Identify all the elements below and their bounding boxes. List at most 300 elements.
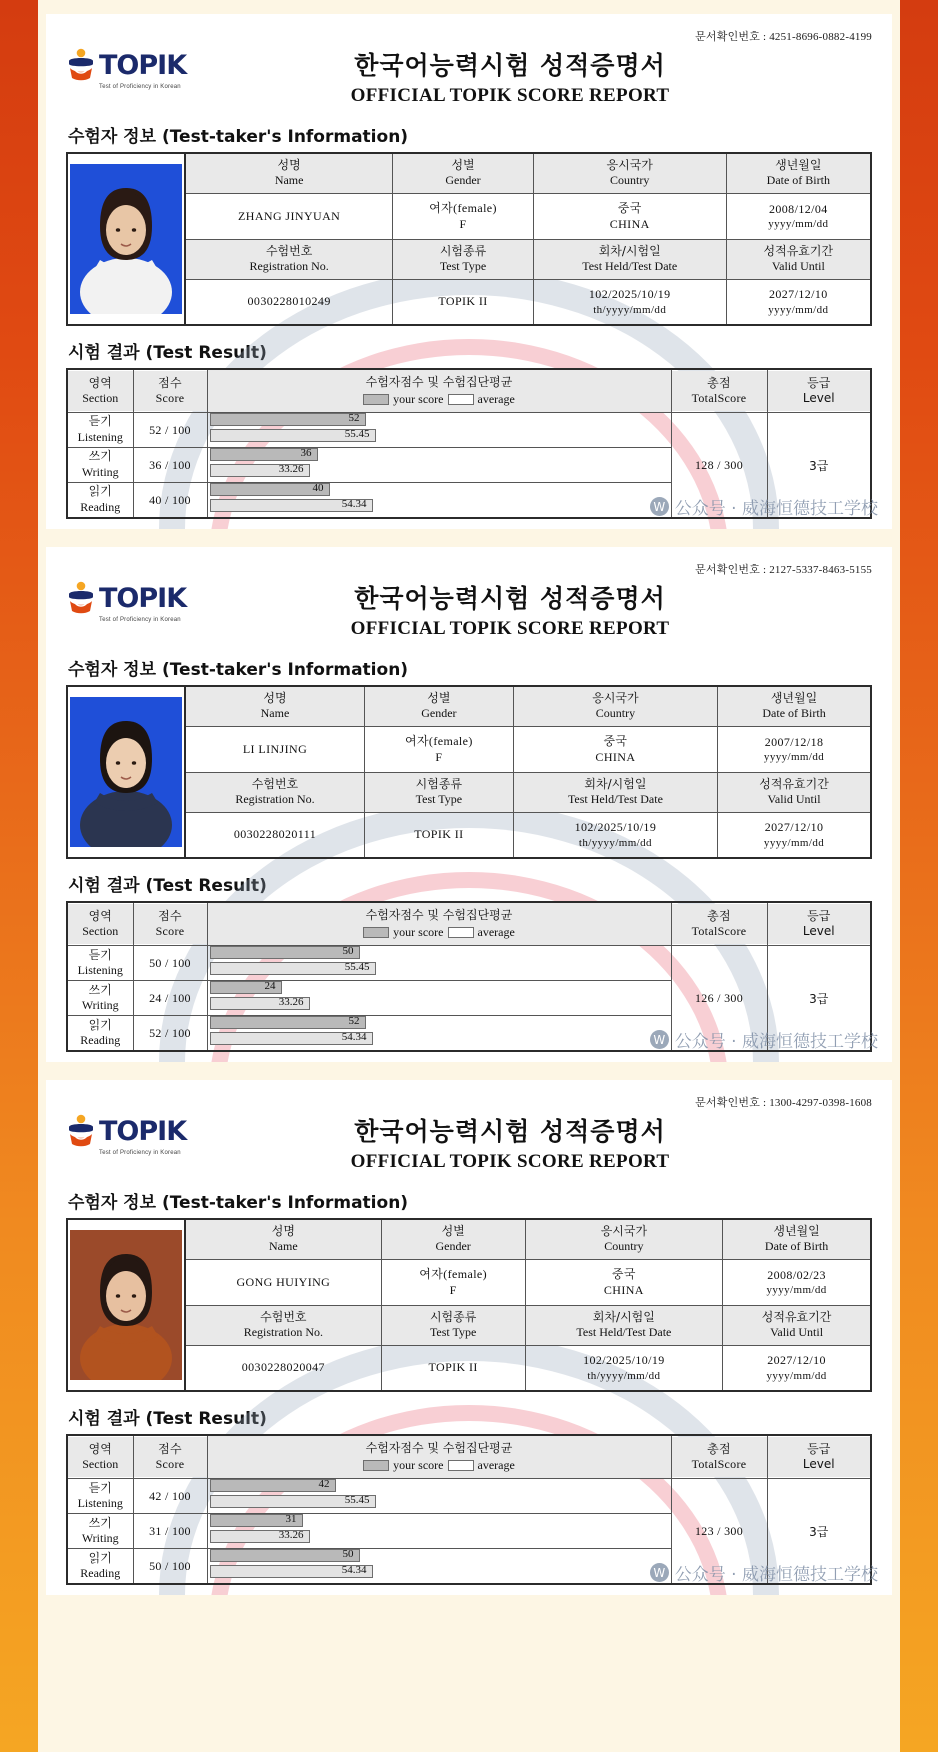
- info-header-cell: [723, 1306, 871, 1346]
- result-bars-cell: [207, 1549, 671, 1585]
- header-korean: 성명: [277, 158, 301, 172]
- score-bar-group: [208, 448, 671, 482]
- info-value-cell: [185, 1346, 381, 1391]
- document-number: 문서확인번호 : 4251-8696-0882-4199: [695, 31, 872, 43]
- result-section-title: 시험 결과 (Test Result): [68, 1409, 267, 1430]
- info-value-cell: [513, 813, 717, 858]
- header-english: Valid Until: [771, 259, 825, 274]
- average-score-bar: [210, 429, 376, 442]
- your-score-bar: [210, 1549, 360, 1562]
- score-bar-group: [208, 1514, 671, 1548]
- result-bars-cell: [207, 1016, 671, 1052]
- value-registration: 0030228020111: [233, 827, 317, 842]
- header-english: Registration No.: [235, 792, 315, 807]
- watermark-icon: W: [650, 1563, 669, 1582]
- result-header-score: [133, 902, 207, 946]
- your-score-value: 31: [285, 1513, 297, 1526]
- result-header-chart: [207, 1435, 671, 1479]
- header-korean: 영역: [88, 1442, 112, 1457]
- certificate-header: [66, 1112, 872, 1176]
- header-english: Registration No.: [243, 1325, 324, 1340]
- result-header-level: [767, 902, 871, 946]
- result-section-cell: [67, 448, 133, 483]
- score-bar-group: [208, 1549, 671, 1583]
- info-header-cell: [726, 153, 871, 194]
- chart-header-korean: 수험자점수 및 수험집단평균: [365, 375, 513, 390]
- score-bar-group: [208, 1016, 671, 1050]
- topik-logo-icon: [66, 1114, 96, 1148]
- header-korean: 성적유효기간: [761, 1310, 832, 1325]
- score-bar-group: [208, 981, 671, 1015]
- result-bars-cell: [207, 946, 671, 981]
- header-korean: 총점: [707, 376, 731, 391]
- value-gender: 여자(female): [419, 1267, 488, 1282]
- your-score-value: 50: [342, 1548, 354, 1561]
- result-section-cell: [67, 1514, 133, 1549]
- info-value-cell: [185, 813, 364, 858]
- average-score-bar: [210, 1530, 310, 1543]
- result-header-score: [133, 1435, 207, 1479]
- watermark-icon: W: [650, 1030, 669, 1049]
- test-taker-photo-image: [70, 164, 182, 314]
- photo-frame: [70, 1230, 182, 1380]
- value-country-kr: 중국: [611, 1267, 636, 1282]
- certificate: [46, 1080, 892, 1595]
- value-country-kr: 중국: [603, 734, 628, 749]
- topik-logo-icon: [66, 48, 96, 82]
- average-score-value: 54.34: [341, 498, 367, 511]
- average-score-bar: [210, 1495, 376, 1508]
- average-score-value: 55.45: [344, 1494, 370, 1507]
- result-section-cell: [67, 483, 133, 519]
- header-english: TotalScore: [691, 1457, 747, 1472]
- header-english: Gender: [445, 173, 481, 187]
- header-korean: 등급: [807, 376, 831, 391]
- your-score-value: 50: [342, 945, 354, 958]
- info-value-cell: [381, 1346, 525, 1391]
- average-score-value: 33.26: [278, 1529, 304, 1542]
- info-header-cell: [533, 153, 726, 194]
- info-value-cell: [393, 194, 534, 240]
- info-header-cell: [364, 773, 513, 813]
- your-score-bar: [210, 483, 330, 496]
- header-korean: 점수: [158, 1442, 182, 1457]
- test-taker-photo: [67, 153, 185, 325]
- result-header-level: [767, 369, 871, 413]
- legend-label-average: average: [477, 925, 515, 940]
- info-header-cell: [393, 153, 534, 194]
- header-korean: 시험종류: [429, 1310, 477, 1325]
- info-header-cell: [533, 240, 726, 280]
- title-english: OFFICIAL TOPIK SCORE REPORT: [350, 1151, 670, 1173]
- info-value-cell: [723, 1346, 871, 1391]
- chart-header-korean: 수험자점수 및 수험집단평균: [365, 908, 513, 923]
- test-taker-photo-image: [70, 1230, 182, 1380]
- header-english: Date of Birth: [764, 1239, 829, 1254]
- score-bar-group: [208, 946, 671, 980]
- topik-logo: [66, 46, 188, 90]
- result-section-title: 시험 결과 (Test Result): [68, 343, 267, 364]
- info-value-cell: [718, 813, 871, 858]
- result-header-total: [671, 902, 767, 946]
- value-dob: 2008/02/23: [767, 1267, 826, 1282]
- info-value-cell: [381, 1260, 525, 1306]
- result-header-total: [671, 1435, 767, 1479]
- header-korean: 점수: [158, 909, 182, 924]
- topik-logo-subtitle: Test of Proficiency in Korean: [99, 617, 181, 624]
- header-english: Name: [260, 706, 290, 721]
- info-section-title: 수험자 정보 (Test-taker's Information): [68, 1193, 409, 1214]
- your-score-bar: [210, 1016, 366, 1029]
- info-header-cell: [185, 773, 364, 813]
- result-section-title: 시험 결과 (Test Result): [68, 876, 267, 897]
- header-english: Date of Birth: [762, 706, 826, 721]
- info-header-cell: [364, 686, 513, 727]
- topik-logo-text: TOPIK: [99, 49, 187, 81]
- topik-logo-mark: [66, 48, 96, 82]
- info-header-cell: [525, 1219, 723, 1260]
- photo-frame: [70, 697, 182, 847]
- score-bar-group: [208, 483, 671, 517]
- result-section-cell: [67, 1016, 133, 1052]
- result-header-section: [67, 369, 133, 413]
- header-english: Valid Until: [770, 1325, 824, 1340]
- value-gender: 여자(female): [404, 734, 473, 749]
- value-gender-code: F: [449, 1282, 457, 1297]
- header-korean: 생년월일: [775, 158, 822, 172]
- topik-logo-icon: [66, 581, 96, 615]
- held-format: th/yyyy/mm/dd: [578, 836, 652, 849]
- info-header-cell: [185, 153, 393, 194]
- section-korean: 듣기: [88, 947, 112, 962]
- test-result-table: [66, 901, 872, 1052]
- info-value-cell: [533, 194, 726, 240]
- result-header-section: [67, 902, 133, 946]
- value-test-type: TOPIK II: [414, 827, 464, 842]
- section-korean: 듣기: [88, 414, 112, 429]
- value-test-held: 102/2025/10/19: [583, 1353, 665, 1368]
- document-number: 문서확인번호 : 1300-4297-0398-1608: [695, 1097, 872, 1110]
- average-score-value: 54.34: [341, 1564, 367, 1577]
- header-korean: 총점: [707, 1442, 731, 1457]
- section-english: Reading: [80, 500, 121, 515]
- header-korean: 수험번호: [260, 1310, 307, 1325]
- result-score-cell: 31 / 100: [133, 1514, 207, 1549]
- section-english: Listening: [77, 963, 123, 978]
- dob-format: yyyy/mm/dd: [763, 751, 825, 764]
- topik-logo: [66, 1112, 188, 1156]
- header-english: Gender: [421, 706, 457, 721]
- header-english: Test Held/Test Date: [576, 1325, 672, 1340]
- value-dob: 2007/12/18: [764, 734, 824, 749]
- header-korean: 성별: [441, 1224, 465, 1239]
- value-gender: 여자(female): [429, 201, 497, 215]
- your-score-bar: [210, 413, 366, 426]
- header-english: Date of Birth: [766, 173, 830, 187]
- header-korean: 성명: [263, 691, 287, 706]
- header-korean: 시험종류: [439, 244, 487, 259]
- info-header-cell: [718, 686, 871, 727]
- your-score-bar: [210, 946, 360, 959]
- value-name: ZHANG JINYUAN: [238, 208, 341, 223]
- your-score-value: 52: [348, 412, 360, 425]
- result-score-cell: 50 / 100: [133, 946, 207, 981]
- result-score-cell: 52 / 100: [133, 413, 207, 448]
- result-bars-cell: [207, 483, 671, 519]
- average-score-value: 55.45: [344, 428, 370, 441]
- result-level-cell: 3급: [767, 413, 871, 519]
- test-taker-photo: [67, 686, 185, 858]
- section-english: Writing: [81, 998, 119, 1013]
- valid-format: yyyy/mm/dd: [763, 836, 825, 849]
- header-english: Test Type: [439, 259, 487, 274]
- info-value-cell: [525, 1346, 723, 1391]
- info-header-cell: [513, 686, 717, 727]
- header-korean: 총점: [707, 909, 731, 924]
- header-english: Registration No.: [249, 259, 329, 274]
- result-header-score: [133, 369, 207, 413]
- header-english: Valid Until: [767, 792, 821, 807]
- value-dob: 2008/12/04: [768, 201, 828, 216]
- header-korean: 응시국가: [606, 158, 653, 172]
- your-score-value: 24: [264, 980, 276, 993]
- header-english: Country: [595, 706, 636, 721]
- header-korean: 수험번호: [265, 244, 313, 259]
- section-korean: 쓰기: [88, 982, 112, 997]
- watermark-text: 公众号 · 威海恒德技工学校: [674, 1032, 878, 1053]
- topik-logo-mark: [66, 1114, 96, 1148]
- legend-swatch-your-score: [363, 394, 389, 405]
- legend-swatch-your-score: [363, 1460, 389, 1471]
- result-bars-cell: [207, 448, 671, 483]
- header-english: Country: [604, 1239, 644, 1254]
- result-total-cell: 123 / 300: [671, 1479, 767, 1585]
- value-valid-until: 2027/12/10: [768, 287, 828, 302]
- legend-label-your-score: your score: [393, 392, 444, 407]
- title-english: OFFICIAL TOPIK SCORE REPORT: [350, 618, 670, 640]
- header-english: Section: [82, 924, 119, 939]
- info-value-cell: [533, 280, 726, 325]
- info-value-cell: [393, 280, 534, 325]
- title-korean: 한국어능력시험 성적증명서: [354, 584, 666, 614]
- info-section-title: 수험자 정보 (Test-taker's Information): [68, 127, 409, 147]
- header-english: Country: [610, 173, 650, 187]
- section-korean: 읽기: [88, 484, 112, 499]
- test-taker-photo: [67, 1219, 185, 1391]
- value-country-kr: 중국: [617, 201, 642, 215]
- info-header-cell: [185, 1306, 381, 1346]
- title-block: [188, 46, 872, 107]
- your-score-value: 40: [312, 482, 324, 495]
- photo-frame: [70, 164, 182, 314]
- header-korean: 성별: [451, 158, 475, 172]
- average-score-value: 33.26: [278, 463, 304, 476]
- header-korean: 점수: [158, 376, 182, 391]
- section-english: Reading: [80, 1033, 121, 1048]
- value-test-type: TOPIK II: [428, 1360, 478, 1375]
- section-korean: 쓰기: [88, 1515, 112, 1530]
- test-taker-info-table: [66, 685, 872, 859]
- header-english: Score: [155, 1457, 185, 1472]
- result-header-chart: [207, 369, 671, 413]
- header-korean: 성적유효기간: [759, 777, 829, 792]
- title-block: [188, 1112, 872, 1173]
- result-score-cell: 52 / 100: [133, 1016, 207, 1052]
- your-score-bar: [210, 1514, 303, 1527]
- header-english: Test Type: [415, 792, 463, 807]
- value-country-en: CHINA: [595, 749, 636, 764]
- info-value-cell: [525, 1260, 723, 1306]
- result-section-cell: [67, 413, 133, 448]
- test-taker-info-table: [66, 152, 872, 326]
- average-score-value: 55.45: [344, 961, 370, 974]
- document-number: 문서확인번호 : 2127-5337-8463-5155: [695, 564, 872, 577]
- info-value-cell: [726, 280, 871, 325]
- header-korean: 영역: [88, 376, 112, 391]
- value-registration: 0030228020047: [241, 1360, 325, 1375]
- dob-format: yyyy/mm/dd: [768, 218, 829, 231]
- section-korean: 읽기: [88, 1017, 112, 1032]
- header-english: TotalScore: [691, 924, 747, 939]
- average-score-value: 54.34: [341, 1031, 367, 1044]
- legend-label-average: average: [477, 392, 515, 407]
- result-bars-cell: [207, 1514, 671, 1549]
- info-header-cell: [185, 686, 364, 727]
- result-level-cell: 3급: [767, 1479, 871, 1585]
- header-korean: 회차/시험일: [598, 244, 661, 259]
- value-test-held: 102/2025/10/19: [588, 287, 671, 302]
- header-english: Level: [802, 924, 835, 939]
- header-english: Section: [82, 1457, 119, 1472]
- average-score-bar: [210, 1032, 373, 1045]
- header-korean: 성별: [427, 691, 451, 706]
- info-value-cell: [185, 1260, 381, 1306]
- result-bars-cell: [207, 1479, 671, 1514]
- info-value-cell: [726, 194, 871, 240]
- your-score-bar: [210, 448, 318, 461]
- info-header-cell: [723, 1219, 871, 1260]
- legend-swatch-average: [448, 394, 474, 405]
- watermark-icon: W: [650, 497, 669, 516]
- header-english: Score: [155, 924, 185, 939]
- header-korean: 생년월일: [770, 691, 818, 706]
- held-format: th/yyyy/mm/dd: [593, 303, 667, 316]
- value-name: LI LINJING: [242, 741, 308, 756]
- section-korean: 읽기: [88, 1550, 112, 1565]
- result-bars-cell: [207, 981, 671, 1016]
- title-block: [188, 579, 872, 640]
- test-taker-photo-image: [70, 697, 182, 847]
- topik-logo-text: TOPIK: [99, 1115, 187, 1147]
- certificate-header: [66, 579, 872, 643]
- header-english: Name: [274, 173, 304, 187]
- header-korean: 응시국가: [600, 1224, 648, 1239]
- average-score-bar: [210, 997, 310, 1010]
- result-header-chart: [207, 902, 671, 946]
- result-level-cell: 3급: [767, 946, 871, 1052]
- info-value-cell: [513, 727, 717, 773]
- certificate-header: [66, 46, 872, 110]
- header-korean: 등급: [807, 1442, 831, 1457]
- info-header-cell: [185, 1219, 381, 1260]
- value-country-en: CHINA: [609, 216, 650, 231]
- info-header-cell: [381, 1306, 525, 1346]
- result-bars-cell: [207, 413, 671, 448]
- score-bar-group: [208, 413, 671, 447]
- header-english: Gender: [435, 1239, 471, 1254]
- legend-label-your-score: your score: [393, 1458, 444, 1473]
- info-header-cell: [393, 240, 534, 280]
- chart-header-korean: 수험자점수 및 수험집단평균: [365, 1441, 513, 1456]
- value-name: GONG HUIYING: [236, 1274, 331, 1289]
- average-score-bar: [210, 464, 310, 477]
- certificates-container: [38, 0, 900, 1752]
- average-score-bar: [210, 1565, 373, 1578]
- result-score-cell: 36 / 100: [133, 448, 207, 483]
- header-english: Test Type: [429, 1325, 477, 1340]
- info-header-cell: [513, 773, 717, 813]
- held-format: th/yyyy/mm/dd: [587, 1369, 661, 1382]
- result-header-level: [767, 1435, 871, 1479]
- legend-swatch-average: [448, 927, 474, 938]
- header-english: TotalScore: [691, 391, 747, 406]
- header-korean: 생년월일: [773, 1224, 820, 1239]
- header-english: Score: [155, 391, 185, 406]
- section-english: Writing: [81, 1531, 119, 1546]
- header-english: Test Held/Test Date: [582, 259, 678, 274]
- section-english: Writing: [81, 465, 119, 480]
- valid-format: yyyy/mm/dd: [768, 303, 829, 316]
- info-value-cell: [723, 1260, 871, 1306]
- section-korean: 쓰기: [88, 449, 112, 464]
- topik-logo-mark: [66, 581, 96, 615]
- topik-logo-subtitle: Test of Proficiency in Korean: [99, 1150, 181, 1157]
- info-value-cell: [185, 727, 364, 773]
- average-score-bar: [210, 962, 376, 975]
- score-bar-group: [208, 1479, 671, 1513]
- header-korean: 시험종류: [415, 777, 463, 792]
- header-korean: 성적유효기간: [763, 244, 834, 259]
- header-english: Level: [802, 1457, 835, 1472]
- title-korean: 한국어능력시험 성적증명서: [354, 51, 666, 80]
- test-taker-info-table: [66, 1218, 872, 1392]
- result-section-cell: [67, 1549, 133, 1585]
- topik-logo: [66, 579, 188, 623]
- info-value-cell: [185, 194, 393, 240]
- legend-swatch-average: [448, 1460, 474, 1471]
- result-header-total: [671, 369, 767, 413]
- header-english: Level: [802, 391, 835, 406]
- result-section-cell: [67, 1479, 133, 1514]
- header-korean: 영역: [88, 909, 112, 924]
- header-english: Name: [269, 1239, 298, 1254]
- header-english: Section: [82, 391, 119, 406]
- your-score-value: 52: [348, 1015, 360, 1028]
- legend-label-your-score: your score: [393, 925, 444, 940]
- topik-logo-subtitle: Test of Proficiency in Korean: [99, 84, 181, 90]
- result-score-cell: 40 / 100: [133, 483, 207, 519]
- watermark-text: 公众号 · 威海恒德技工学校: [674, 499, 878, 520]
- value-country-en: CHINA: [603, 1282, 644, 1297]
- result-score-cell: 50 / 100: [133, 1549, 207, 1585]
- result-total-cell: 126 / 300: [671, 946, 767, 1052]
- header-english: Test Held/Test Date: [567, 792, 663, 807]
- test-result-table: [66, 1434, 872, 1585]
- info-value-cell: [364, 813, 513, 858]
- result-section-cell: [67, 946, 133, 981]
- result-section-cell: [67, 981, 133, 1016]
- certificate: [46, 14, 892, 529]
